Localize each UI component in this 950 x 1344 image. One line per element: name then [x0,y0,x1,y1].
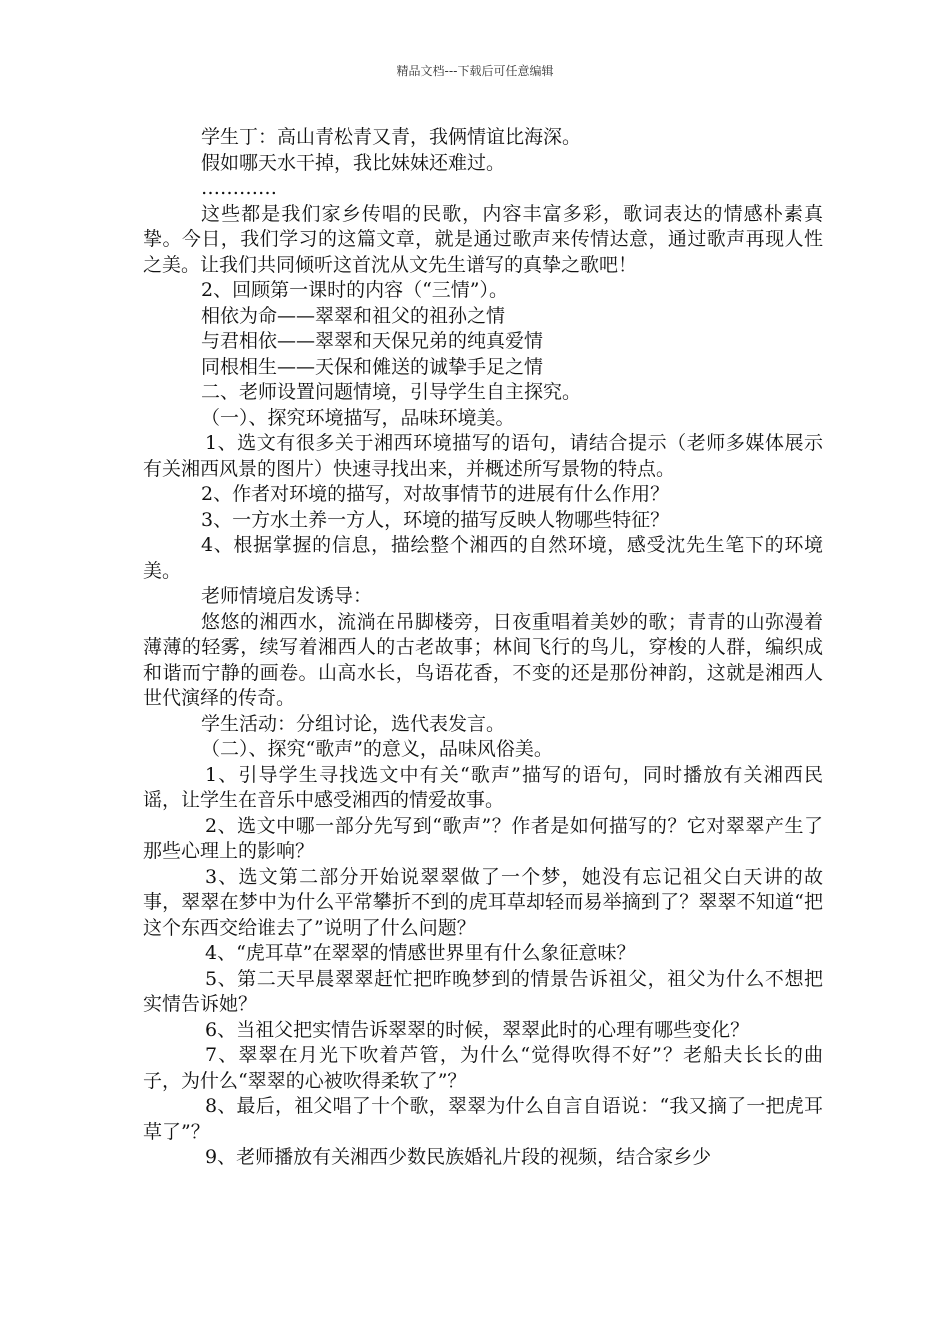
paragraph: 3、一方水土养一方人，环境的描写反映人物哪些特征？ [201,508,670,531]
paragraph: 假如哪天水干掉，我比妹妹还难过。 [201,151,506,174]
paragraph: 6、当祖父把实情告诉翠翠的时候，翠翠此时的心理有哪些变化？ [205,1018,750,1041]
subsection-heading: （一）、探究环境描写，品味环境美。 [201,406,515,429]
paragraph: 同根相生——天保和傩送的诚挚手足之情 [201,355,544,378]
paragraph: 这些都是我们家乡传唱的民歌，内容丰富多彩，歌词表达的情感朴素真挚。今日，我们学习的这篇文章，就是通过歌声来传情达意，通过歌声再现人性之美。让我们共同倾听这首沈从文先生谱写的真挚之歌吧！ [143,202,823,276]
paragraph: 相依为命——翠翠和祖父的祖孙之情 [201,304,506,327]
paragraph: 7、翠翠在月光下吹着芦管，为什么“觉得吹得不好”？老船夫长长的曲子，为什么“翠翠的心被吹得柔软了”？ [143,1044,823,1092]
page-header: 精品文档---下载后可任意编辑 [396,64,554,78]
paragraph: 老师情境启发诱导： [201,585,373,607]
paragraph: 1、选文有很多关于湘西环境描写的语句，请结合提示（老师多媒体展示有关湘西风景的图片）快速寻找出来，并概述所写景物的特点。 [143,432,823,480]
paragraph: 1、引导学生寻找选文中有关“歌声”描写的语句，同时播放有关湘西民谣，让学生在音乐中感受湘西的情爱故事。 [143,763,823,811]
paragraph: 2、选文中哪一部分先写到“歌声”？作者是如何描写的？它对翠翠产生了那些心理上的影响？ [143,814,823,862]
paragraph: 4、“虎耳草”在翠翠的情感世界里有什么象征意味？ [205,942,636,964]
paragraph: 8、最后，祖父唱了十个歌，翠翠为什么自言自语说：“我又摘了一把虎耳草了”？ [143,1095,823,1143]
paragraph: 3、选文第二部分开始说翠翠做了一个梦，她没有忘记祖父白天讲的故事，翠翠在梦中为什么平常攀折不到的虎耳草却轻而易举摘到了？翠翠不知道“把这个东西交给谁去了”说明了什么问题？ [143,865,823,939]
ellipsis-line: ………… [201,177,277,199]
paragraph: 悠悠的湘西水，流淌在吊脚楼旁，日夜重唱着美妙的歌；青青的山弥漫着薄薄的轻雾，续写着湘西人的古老故事；林间飞行的鸟儿，穿梭的人群，编织成和谐而宁静的画卷。山高水长，鸟语花香，不变的还是那份神韵，这就是湘西人世代演绎的传奇。 [143,610,823,709]
subsection-heading: （二）、探究“歌声”的意义，品味风俗美。 [201,738,553,760]
paragraph: 学生活动：分组讨论，选代表发言。 [201,712,506,735]
paragraph: 9、老师播放有关湘西少数民族婚礼片段的视频，结合家乡少 [205,1146,712,1168]
paragraph: 2、回顾第一课时的内容（“三情”）。 [201,279,509,301]
paragraph: 与君相依——翠翠和天保兄弟的纯真爱情 [201,330,544,352]
paragraph: 5、第二天早晨翠翠赶忙把昨晚梦到的情景告诉祖父，祖父为什么不想把实情告诉她？ [143,967,823,1015]
document-body [143,125,823,1171]
section-heading: 二、老师设置问题情境，引导学生自主探究。 [201,381,582,403]
paragraph: 学生丁：高山青松青又青，我俩情谊比海深。 [201,126,582,148]
paragraph: 2、作者对环境的描写，对故事情节的进展有什么作用？ [201,483,670,505]
paragraph: 4、根据掌握的信息，描绘整个湘西的自然环境，感受沈先生笔下的环境美。 [143,534,823,582]
